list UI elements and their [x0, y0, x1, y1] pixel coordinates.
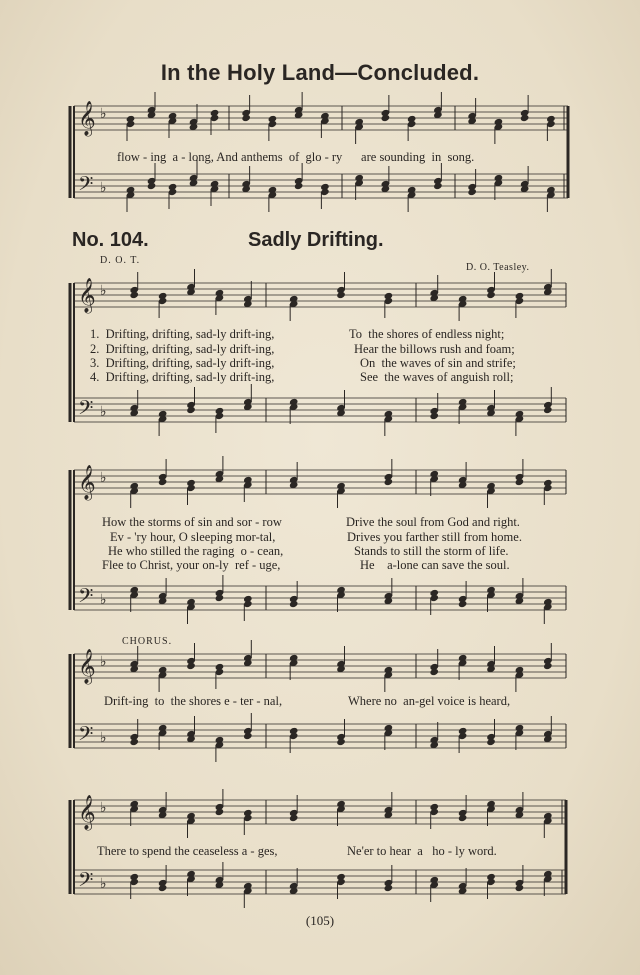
- verse-line-end: To the shores of endless night;: [349, 327, 505, 341]
- bass-clef-icon: 𝄢: [78, 722, 94, 750]
- bass-clef-icon: 𝄢: [78, 396, 94, 424]
- flat-icon: ♭: [100, 592, 107, 608]
- chorus-line: Drift-ing to the shores e - ter - nal,: [104, 694, 283, 708]
- treble-clef-icon: 𝄞: [78, 278, 96, 313]
- music-credit: D. O. Teasley.: [466, 262, 530, 273]
- verse-line: 2. Drifting, drifting, sad-ly drift-ing,: [90, 342, 275, 356]
- hymn-title: Sadly Drifting.: [248, 229, 384, 251]
- verse-line: He who stilled the raging o - cean,: [108, 544, 284, 558]
- flat-icon: ♭: [100, 180, 107, 196]
- verse-line-end: On the waves of sin and strife;: [360, 356, 516, 370]
- flat-icon: ♭: [100, 730, 107, 746]
- chorus-label: CHORUS.: [122, 636, 173, 647]
- verse-line: Ev - 'ry hour, O sleeping mor-tal,: [110, 530, 276, 544]
- verse-line: 1. Drifting, drifting, sad-ly drift-ing,: [90, 327, 275, 341]
- flat-icon: ♭: [100, 106, 107, 122]
- verse-line-end: Stands to still the storm of life.: [354, 544, 509, 558]
- verse-line-end: See the waves of anguish roll;: [360, 370, 514, 384]
- hymn-number: No. 104.: [72, 229, 149, 251]
- verse-line-end: Drive the soul from God and right.: [346, 515, 520, 529]
- treble-clef-icon: 𝄞: [78, 795, 96, 830]
- page-number: (105): [305, 913, 335, 928]
- treble-clef-icon: 𝄞: [78, 101, 96, 136]
- flat-icon: ♭: [100, 404, 107, 420]
- flat-icon: ♭: [100, 654, 107, 670]
- verse-line-end: Drives you farther still from home.: [347, 530, 522, 544]
- verse-line: How the storms of sin and sor - row: [102, 515, 282, 529]
- bass-clef-icon: 𝄢: [78, 172, 94, 200]
- flat-icon: ♭: [100, 876, 107, 892]
- previous-song-lyric: flow - ing a - long, And anthems of glo - ry are sounding in song.: [117, 150, 475, 164]
- verse-line-end: He a-lone can save the soul.: [360, 558, 510, 572]
- continued-hymn-title: In the Holy Land—Concluded.: [160, 60, 480, 85]
- verse-line: 3. Drifting, drifting, sad-ly drift-ing,: [90, 356, 275, 370]
- verse-line-end: Hear the billows rush and foam;: [354, 342, 515, 356]
- verse-line: 4. Drifting, drifting, sad-ly drift-ing,: [90, 370, 275, 384]
- chorus-line: Where no an-gel voice is heard,: [348, 694, 511, 708]
- bass-clef-icon: 𝄢: [78, 584, 94, 612]
- treble-clef-icon: 𝄞: [78, 465, 96, 500]
- flat-icon: ♭: [100, 283, 107, 299]
- treble-clef-icon: 𝄞: [78, 649, 96, 684]
- flat-icon: ♭: [100, 470, 107, 486]
- flat-icon: ♭: [100, 800, 107, 816]
- verse-line: Flee to Christ, your on-ly ref - uge,: [102, 558, 281, 572]
- chorus-line: There to spend the ceaseless a - ges,: [97, 844, 278, 858]
- chorus-line: Ne'er to hear a ho - ly word.: [347, 844, 497, 858]
- bass-clef-icon: 𝄢: [78, 868, 94, 896]
- words-credit: D. O. T.: [100, 255, 141, 266]
